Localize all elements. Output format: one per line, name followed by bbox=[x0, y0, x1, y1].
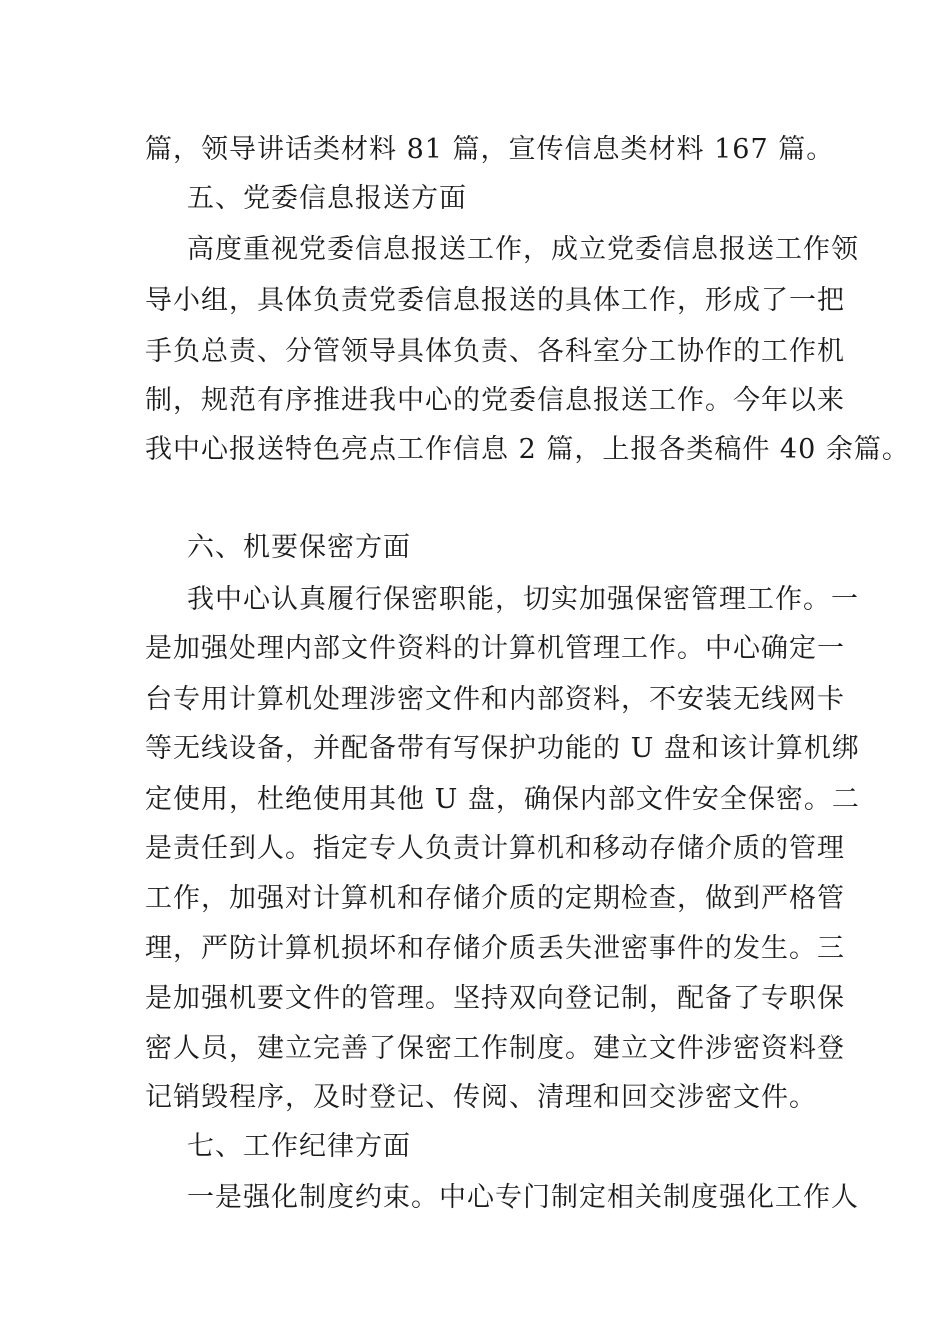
body-line: 等无线设备，并配备带有写保护功能的 U 盘和该计算机绑 bbox=[145, 733, 860, 764]
body-line: 理，严防计算机损坏和存储介质丢失泄密事件的发生。三 bbox=[145, 933, 845, 964]
body-line: 制，规范有序推进我中心的党委信息报送工作。今年以来 bbox=[145, 385, 845, 416]
body-line: 定使用，杜绝使用其他 U 盘，确保内部文件安全保密。二 bbox=[145, 784, 860, 815]
paragraph-line: 一是强化制度约束。中心专门制定相关制度强化工作人 bbox=[187, 1182, 859, 1213]
body-line: 工作，加强对计算机和存储介质的定期检查，做到严格管 bbox=[145, 883, 845, 914]
body-line: 是加强处理内部文件资料的计算机管理工作。中心确定一 bbox=[145, 633, 845, 664]
body-line: 我中心报送特色亮点工作信息 2 篇，上报各类稿件 40 余篇。 bbox=[145, 434, 910, 465]
paragraph-line: 高度重视党委信息报送工作，成立党委信息报送工作领 bbox=[187, 234, 859, 265]
body-line: 密人员，建立完善了保密工作制度。建立文件涉密资料登 bbox=[145, 1033, 845, 1064]
body-line: 导小组，具体负责党委信息报送的具体工作，形成了一把 bbox=[145, 285, 845, 316]
section-heading-5: 五、党委信息报送方面 bbox=[187, 183, 467, 214]
body-line: 篇，领导讲话类材料 81 篇，宣传信息类材料 167 篇。 bbox=[145, 134, 835, 165]
body-line: 是责任到人。指定专人负责计算机和移动存储介质的管理 bbox=[145, 833, 845, 864]
body-line: 是加强机要文件的管理。坚持双向登记制，配备了专职保 bbox=[145, 983, 845, 1014]
paragraph-line: 我中心认真履行保密职能，切实加强保密管理工作。一 bbox=[187, 584, 859, 615]
section-heading-6: 六、机要保密方面 bbox=[187, 532, 411, 563]
body-line: 台专用计算机处理涉密文件和内部资料，不安装无线网卡 bbox=[145, 684, 845, 715]
body-line: 记销毁程序，及时登记、传阅、清理和回交涉密文件。 bbox=[145, 1082, 817, 1113]
section-heading-7: 七、工作纪律方面 bbox=[187, 1131, 411, 1162]
body-line: 手负总责、分管领导具体负责、各科室分工协作的工作机 bbox=[145, 336, 845, 367]
